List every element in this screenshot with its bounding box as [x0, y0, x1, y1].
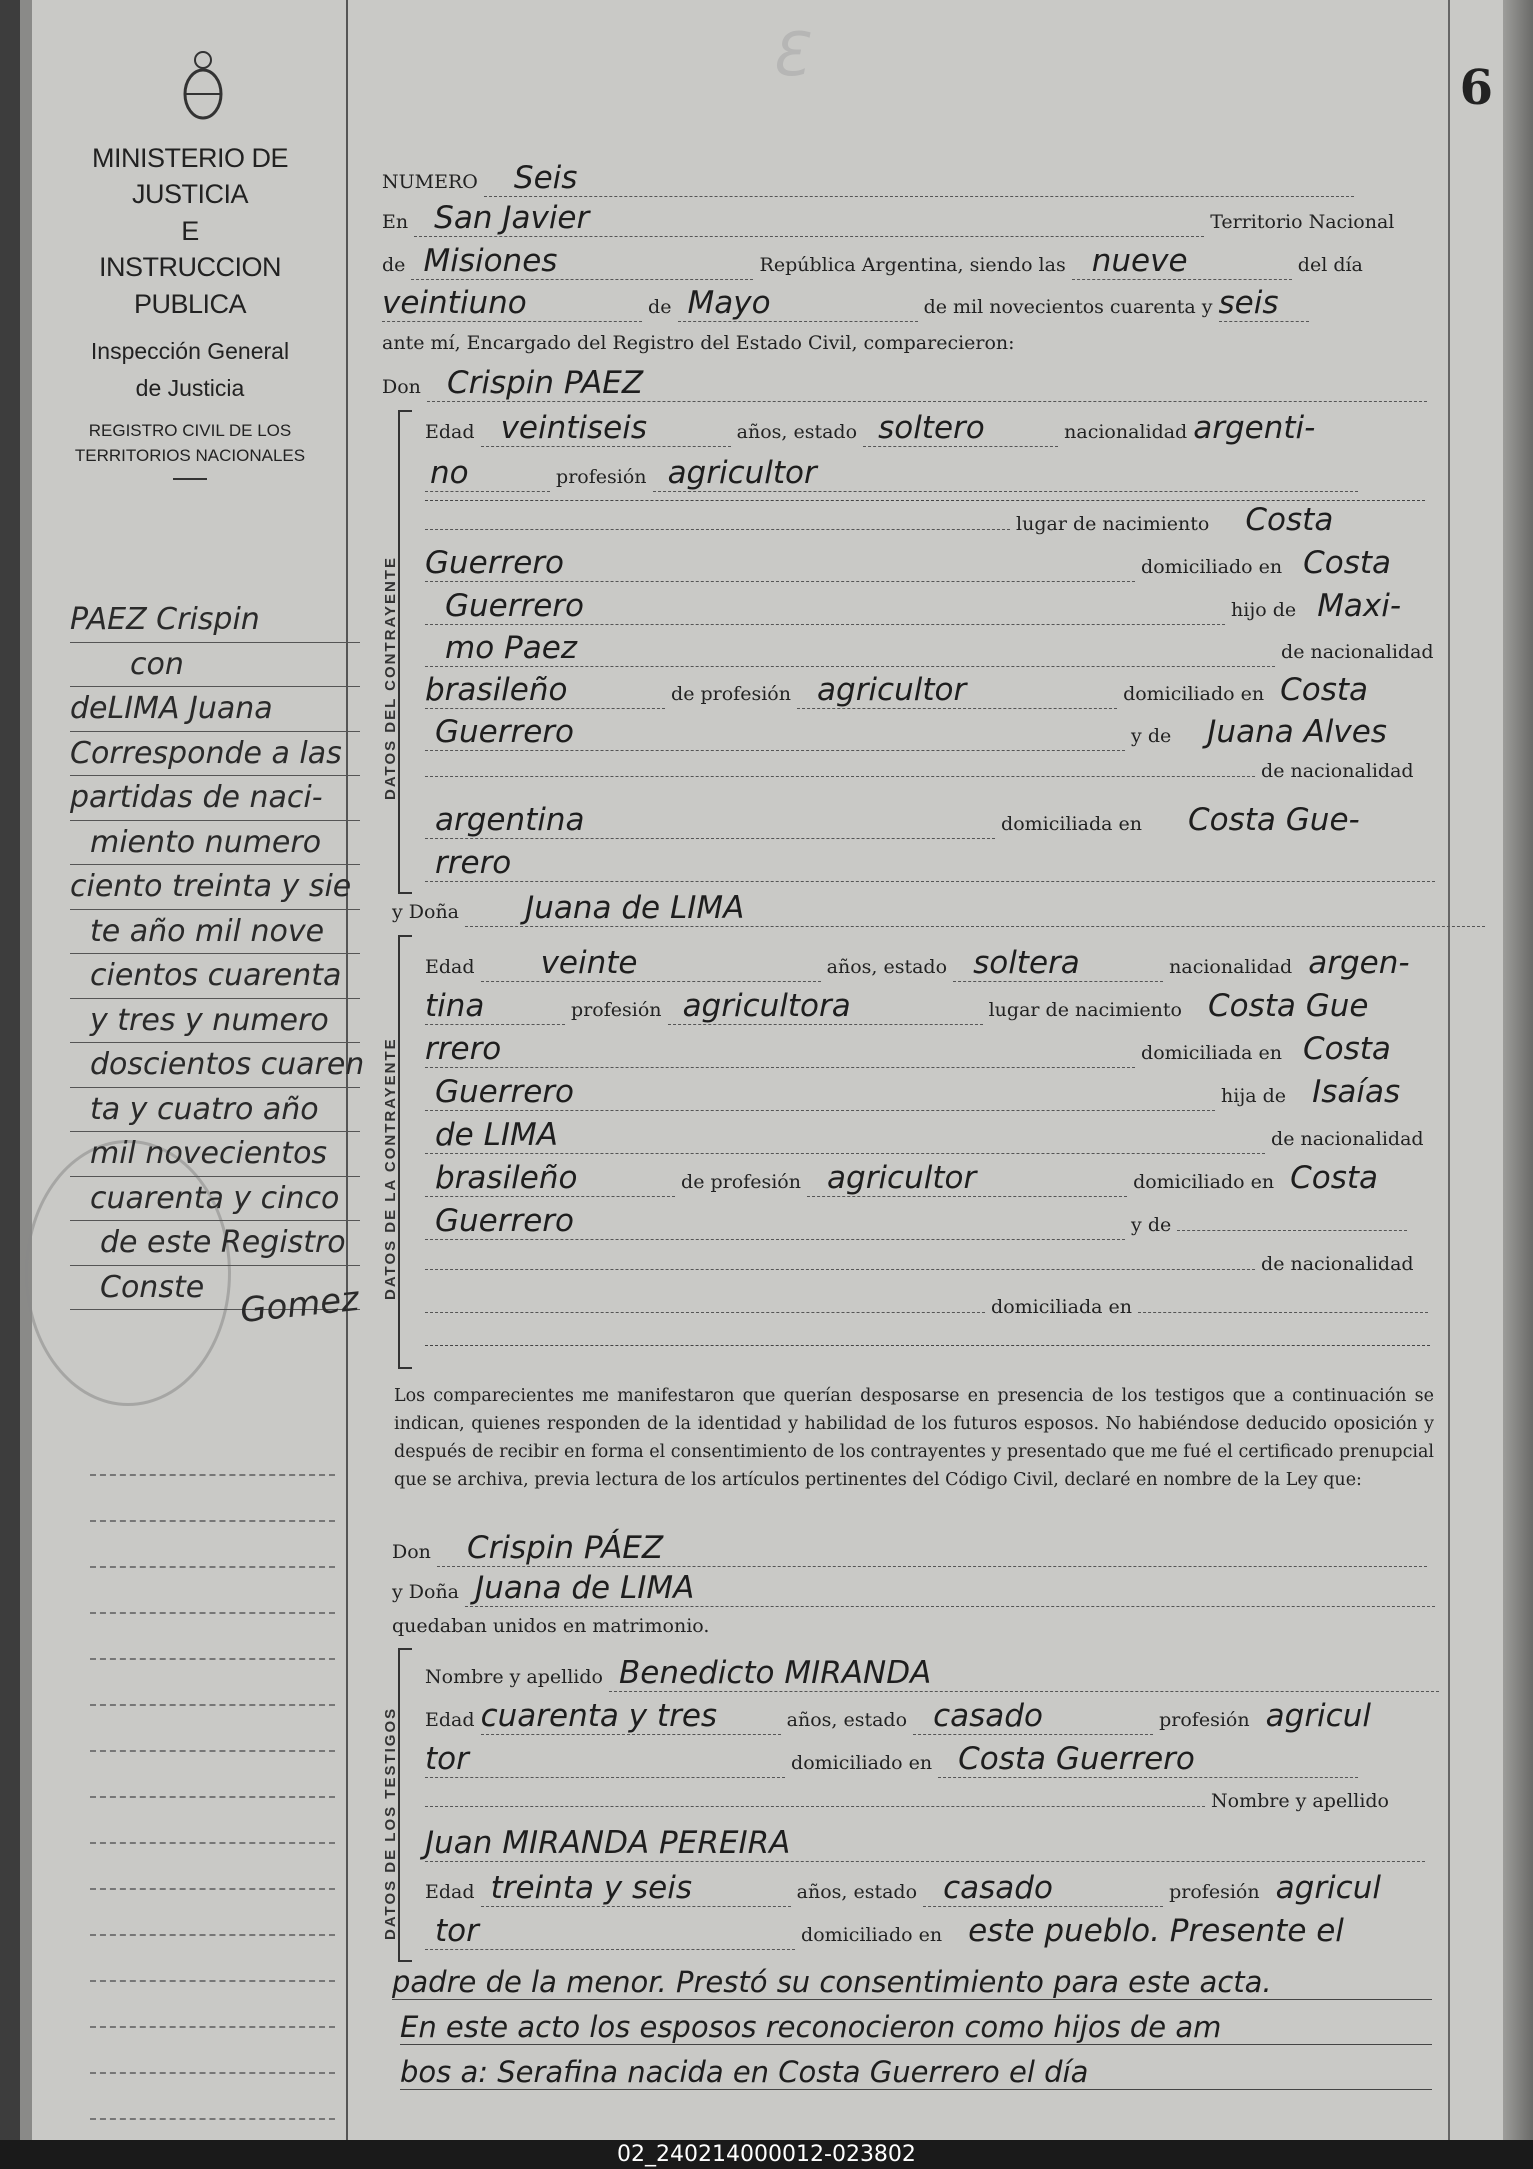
page-number: 6 [1459, 60, 1493, 116]
value-padre-dom1: Costa [1280, 672, 1369, 708]
value-t1-prof2: tor [425, 1741, 785, 1778]
value-novia-lugar2: rrero [425, 1031, 1135, 1068]
groom-hijo-row [425, 588, 1401, 625]
bride-prof-row [425, 988, 1368, 1025]
value-madre-nac: argentina [425, 802, 995, 839]
madre-row [425, 714, 1387, 751]
value-t2-dom: este pueblo. Presente el [968, 1913, 1344, 1949]
label-profesion: profesión [556, 466, 647, 488]
t2-dom-row [425, 1913, 1344, 1950]
label-anos-estado: años, estado [826, 956, 948, 978]
value-mes: Mayo [678, 285, 918, 322]
value-t1-estado: casado [913, 1698, 1153, 1735]
bride-padre-row [425, 1117, 1424, 1154]
value-novia-padre1: Isaías [1312, 1074, 1401, 1110]
label-domiciliado: domiciliado en [1133, 1171, 1275, 1193]
ministry-line5: de Justicia [135, 375, 245, 402]
value-novia-nac2: tina [425, 988, 565, 1025]
groom-edad-row [425, 410, 1315, 447]
ministry-line7: TERRITORIOS NACIONALES [74, 446, 306, 466]
lugar-row [382, 200, 1394, 237]
label-profesion: profesión [1159, 1709, 1250, 1731]
don2-row [392, 1530, 1427, 1567]
witness-bracket [398, 1648, 412, 1962]
label-nombre-apellido: Nombre y apellido [1211, 1790, 1389, 1812]
blank-margin-lines [90, 1430, 335, 2166]
value-novio-nac1: argenti- [1193, 410, 1316, 446]
nmadre-row [425, 1203, 1407, 1240]
value-madre-dom1: Costa Gue- [1188, 802, 1360, 838]
label-de-nacionalidad: de nacionalidad [1281, 641, 1434, 663]
label-anos-estado: años, estado [796, 1881, 918, 1903]
nmadre-nac-row [425, 1253, 1414, 1275]
binding-spine [0, 0, 20, 2140]
bride-edad-row [425, 945, 1410, 982]
divider [173, 478, 207, 480]
ministry-line4: Inspección General [90, 338, 290, 365]
value-t1-nombre: Benedicto MIRANDA [609, 1655, 1439, 1692]
value-t1-dom: Costa Guerrero [938, 1741, 1358, 1778]
label-domiciliado: domiciliado en [791, 1752, 933, 1774]
fecha-row [382, 285, 1309, 322]
value-dia: veintiuno [382, 285, 642, 322]
label-republica: República Argentina, siendo las [759, 254, 1066, 276]
ante-mi-row: ante mí, Encargado del Registro del Estado Civil, comparecieron: [382, 332, 1015, 354]
label-hija-de: hija de [1221, 1085, 1287, 1107]
margin-line: PAEZ Crispin [70, 598, 360, 643]
label-datos-testigos: DATOS DE LOS TESTIGOS [382, 1706, 399, 1940]
value-npadre-dom1: Costa [1290, 1160, 1379, 1196]
value-padre-prof: agricultor [797, 672, 1117, 709]
margin-line: de este Registro [70, 1221, 360, 1266]
bride-hija-row [425, 1074, 1400, 1111]
value-novio-madre: Juana Alves [1207, 714, 1387, 750]
label-territorio: Territorio Nacional [1210, 211, 1395, 233]
ministry-line2: E [181, 215, 199, 246]
page-edge [1503, 0, 1533, 2140]
label-edad: Edad [425, 956, 475, 978]
label-profesion: profesión [1169, 1881, 1260, 1903]
territorio-row [382, 243, 1363, 280]
label-y-de: y de [1131, 1214, 1172, 1236]
madre-dom2-row [425, 845, 1435, 882]
t2-label-row [425, 1790, 1389, 1812]
margin-line: deLIMA Juana [70, 687, 360, 732]
groom-bracket [398, 410, 412, 894]
margin-annotation [70, 598, 365, 1310]
label-anos-estado: años, estado [786, 1709, 908, 1731]
value-t2-prof1: agricul [1275, 1870, 1381, 1906]
value-novia-nac1: argen- [1308, 945, 1410, 981]
margin-line: y tres y numero [70, 999, 360, 1044]
margin-line: ciento treinta y sie [70, 865, 360, 910]
label-de2: de [648, 296, 672, 318]
label-edad: Edad [425, 1881, 475, 1903]
binding-edge [20, 0, 32, 2140]
margin-line: miento numero [70, 821, 360, 866]
value-t1-prof1: agricul [1265, 1698, 1371, 1734]
label-domiciliada: domiciliada en [991, 1296, 1132, 1318]
groom-lugar-row [425, 502, 1333, 538]
label-domiciliado: domiciliado en [1123, 683, 1265, 705]
value-novia-lugar1: Costa Gue [1207, 988, 1369, 1024]
value-npadre-dom2: Guerrero [425, 1203, 1125, 1240]
label-domiciliada: domiciliada en [1001, 813, 1142, 835]
value-novia-dom1: Costa [1303, 1031, 1391, 1067]
value-novio-lugar2: Guerrero [425, 545, 1135, 582]
margin-line: partidas de naci- [70, 776, 360, 821]
value-hora: nueve [1072, 243, 1292, 280]
t1-edad-row [425, 1698, 1371, 1735]
don-row [382, 365, 1427, 402]
ministry-line6: REGISTRO CIVIL DE LOS [88, 421, 292, 441]
value-novia-dom2: Guerrero [425, 1074, 1215, 1111]
label-anos-estado: años, estado [736, 421, 858, 443]
label-y-dona: y Doña [392, 1581, 460, 1603]
value-madre-dom2: rrero [425, 845, 1435, 882]
margin-line: te año mil nove [70, 910, 360, 955]
label-y-dona: y Doña [392, 901, 460, 923]
madre-dom-row [425, 802, 1360, 839]
margin-line: Conste [70, 1266, 360, 1311]
value-territorio: Misiones [411, 243, 753, 280]
value-lugar: San Javier [414, 200, 1204, 237]
faint-stamp-mark: Ɛ [770, 20, 807, 90]
padre-nac-row [425, 672, 1368, 709]
label-nombre-apellido: Nombre y apellido [425, 1666, 603, 1688]
bride-bracket [398, 935, 412, 1369]
t2-nombre-row [425, 1825, 1425, 1862]
margin-line: Corresponde a las [70, 732, 360, 777]
label-de-nacionalidad: de nacionalidad [1271, 1128, 1424, 1150]
label-lugar-nac: lugar de nacimiento [988, 999, 1182, 1021]
label-domiciliado: domiciliado en [1141, 556, 1283, 578]
value-novio-dom1: Costa [1303, 545, 1392, 581]
value-novia-prof: agricultora [668, 988, 983, 1025]
label-numero: NUMERO [382, 171, 478, 193]
annotation-line-3: bos a: Serafina nacida en Costa Guerrero el día [400, 2055, 1432, 2090]
value-t2-nombre: Juan MIRANDA PEREIRA [425, 1825, 1425, 1862]
value-novio-lugar1: Costa [1245, 502, 1334, 538]
bride-dom-row [425, 1031, 1391, 1068]
value-npadre-prof: agricultor [807, 1160, 1127, 1197]
value-don2: Crispin PÁEZ [437, 1530, 1427, 1567]
value-novio-edad: veintiseis [481, 410, 731, 447]
value-novia: Juana de LIMA [465, 890, 1485, 927]
ministry-line3: INSTRUCCION PUBLICA [99, 252, 281, 319]
numero-row [382, 160, 1354, 197]
margin-line: cuarenta y cinco [70, 1177, 360, 1222]
annotation-line-1: padre de la menor. Prestó su consentimiento para este acta. [392, 1965, 1432, 2000]
label-don: Don [382, 376, 421, 398]
value-t2-prof2: tor [425, 1913, 795, 1950]
nmadre-dom-row [425, 1296, 1428, 1318]
label-edad: Edad [425, 421, 475, 443]
value-novio-estado: soltero [863, 410, 1058, 447]
label-de-nacionalidad: de nacionalidad [1261, 1253, 1414, 1275]
dona-row [392, 890, 1485, 927]
margin-line: mil novecientos [70, 1132, 360, 1177]
value-t2-estado: casado [923, 1870, 1163, 1907]
value-anio: seis [1219, 285, 1309, 322]
value-novio-prof: agricultor [653, 455, 1358, 492]
label-del-dia: del día [1297, 254, 1363, 276]
margin-line: ta y cuatro año [70, 1088, 360, 1133]
t2-edad-row [425, 1870, 1381, 1907]
footer-id: 02_240214000012-023802 [0, 2140, 1533, 2169]
npadre-nac-row [425, 1160, 1378, 1197]
signature: Gomez [238, 1278, 361, 1332]
value-novia-edad: veinte [481, 945, 821, 982]
value-novio-padre2: mo Paez [425, 630, 1275, 667]
label-de-profesion: de profesión [681, 1171, 801, 1193]
groom-padre-row [425, 630, 1434, 667]
blank-line [425, 500, 1425, 501]
label-domiciliada: domiciliada en [1141, 1042, 1282, 1064]
coat-of-arms-icon [178, 48, 228, 128]
label-nacionalidad: nacionalidad [1064, 421, 1188, 443]
value-t1-edad: cuarenta y tres [481, 1698, 781, 1735]
label-nacionalidad: nacionalidad [1169, 956, 1293, 978]
value-novia-estado: soltera [953, 945, 1163, 982]
value-novio-dom2: Guerrero [425, 588, 1225, 625]
label-y-de: y de [1131, 725, 1172, 747]
margin-line: doscientos cuaren [70, 1043, 360, 1088]
label-de-nacionalidad: de nacionalidad [1261, 760, 1414, 782]
value-novia-padre2: de LIMA [425, 1117, 1265, 1154]
groom-prof-row [425, 455, 1358, 492]
value-numero: Seis [484, 160, 1354, 197]
declaration-paragraph: Los comparecientes me manifestaron que querían desposarse en presencia de los testigos que a continuación se indican, quienes responden de la identidad y habilidad de los futuros esposos. No habiéndose deducido oposición y después de recibir en forma el consentimiento de los contrayentes y presentado que me fué el certificado prenupcial que se archiva, previa lectura de los artículos pertinentes del Código Civil, declaré en nombre de la Ley que: [394, 1386, 1434, 1490]
groom-dom-row [425, 545, 1391, 582]
quedaban-row: quedaban unidos en matrimonio. [392, 1615, 710, 1637]
label-domiciliado: domiciliado en [801, 1924, 943, 1946]
value-dona2: Juana de LIMA [465, 1570, 1435, 1607]
value-npadre-nac: brasileño [425, 1160, 675, 1197]
label-de-profesion: de profesión [671, 683, 791, 705]
label-profesion: profesión [571, 999, 662, 1021]
annotation-line-2: En este acto los esposos reconocieron como hijos de am [400, 2010, 1432, 2045]
t1-nombre-row [425, 1655, 1439, 1692]
ministry-line1: MINISTERIO DE JUSTICIA [91, 143, 288, 210]
margin-line: cientos cuarenta [70, 954, 360, 999]
madre-nac-label-row [425, 760, 1414, 782]
label-don: Don [392, 1541, 431, 1563]
label-hijo-de: hijo de [1231, 599, 1297, 621]
value-novio-padre1: Maxi- [1317, 588, 1402, 624]
label-lugar-nac: lugar de nacimiento [1016, 513, 1210, 535]
label-de-mil: de mil novecientos cuarenta y [923, 296, 1213, 318]
value-t2-edad: treinta y seis [481, 1870, 791, 1907]
ministry-header [40, 140, 340, 490]
label-de: de [382, 254, 406, 276]
value-padre-dom2: Guerrero [425, 714, 1125, 751]
label-datos-la-contrayente: DATOS DE LA CONTRAYENTE [382, 1037, 399, 1300]
dona2-row [392, 1570, 1435, 1607]
t1-dom-row [425, 1741, 1358, 1778]
value-novio-nac2: no [425, 455, 550, 492]
label-edad: Edad [425, 1709, 475, 1731]
value-novio: Crispin PAEZ [427, 365, 1427, 402]
label-en: En [382, 211, 409, 233]
value-padre-nac: brasileño [425, 672, 665, 709]
label-datos-contrayente: DATOS DEL CONTRAYENTE [382, 556, 399, 800]
blank-line [425, 1345, 1430, 1346]
margin-line: con [70, 643, 360, 688]
